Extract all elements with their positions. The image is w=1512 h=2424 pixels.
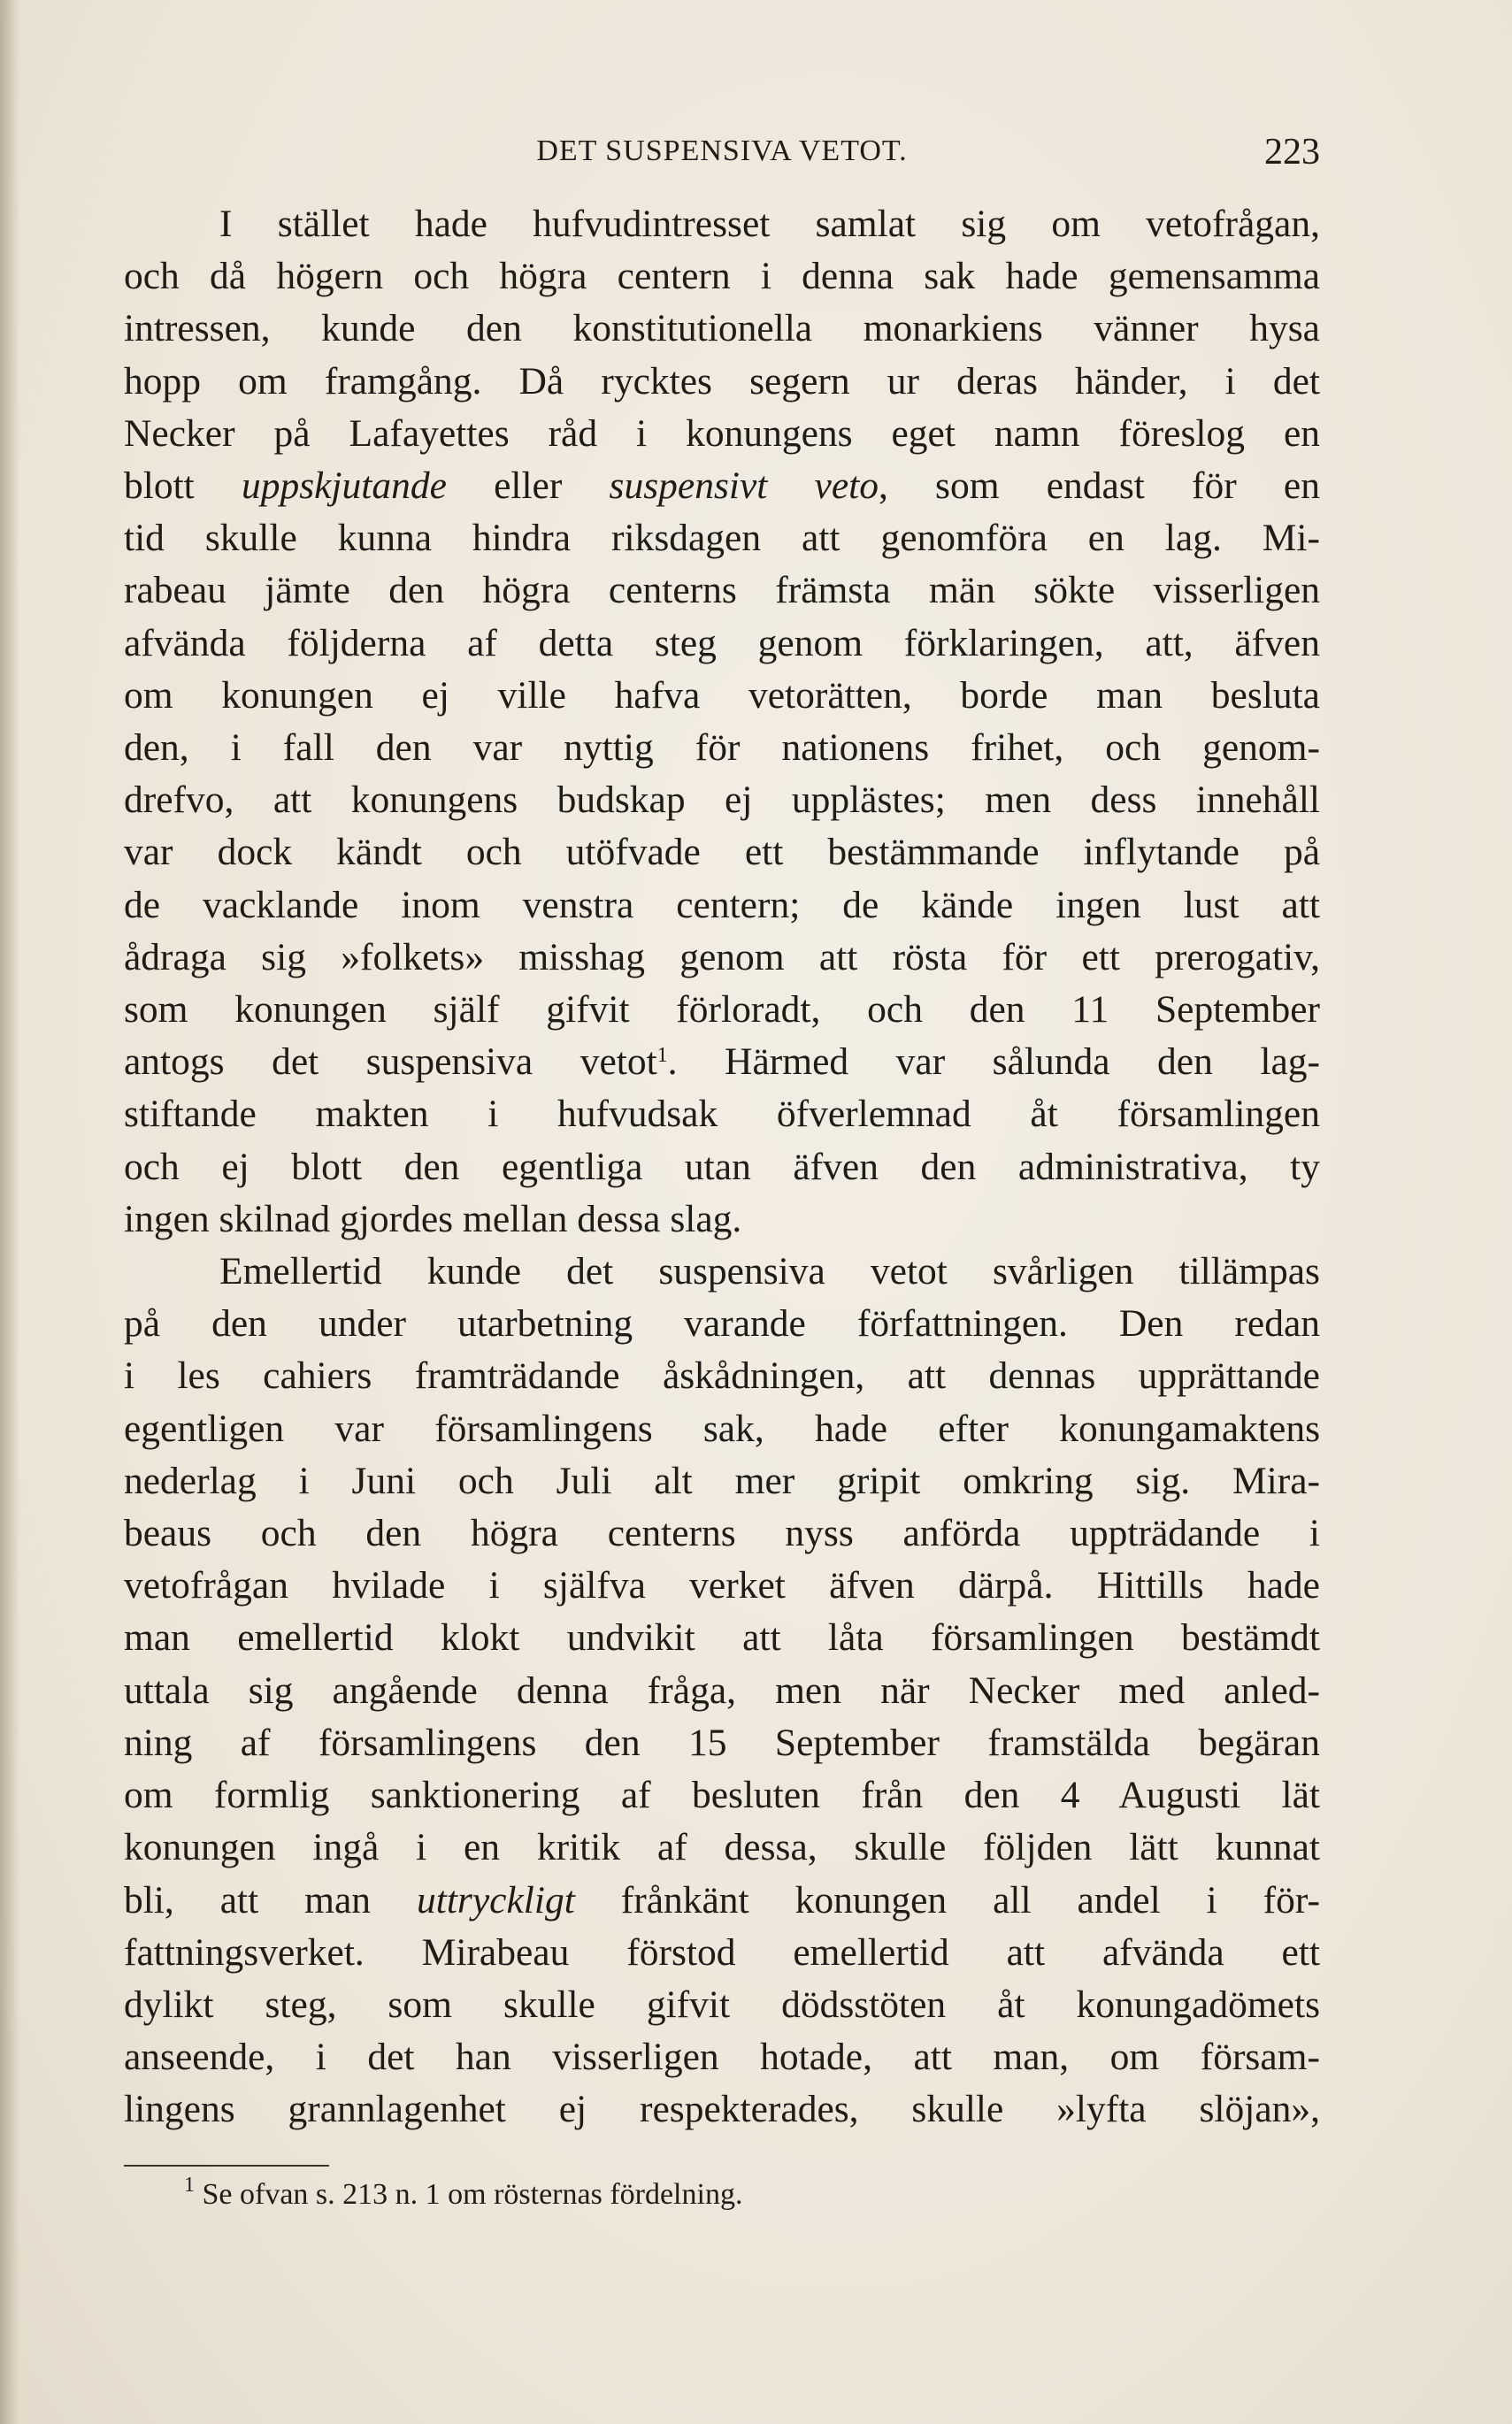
text-line: ning af församlingens den 15 September framstälda begäran	[124, 1721, 1320, 1764]
text-line: bli, att man uttryckligt frånkänt konungen all andel i för-	[124, 1878, 1320, 1922]
text-line: den, i fall den var nyttig för nationens frihet, och genom-	[124, 726, 1320, 770]
text-line: intressen, kunde den konstitutionella monarkiens vänner hysa	[124, 307, 1320, 350]
text-line: lingens grannlagenhet ej respekterades, skulle »lyfta slöjan»,	[124, 2088, 1320, 2131]
italic-phrase: uppskjutande	[241, 464, 447, 508]
text-line: var dock kändt och utöfvade ett bestämmande inflytande på	[124, 831, 1320, 874]
text-line: Necker på Lafayettes råd i konungens eget namn föreslog en	[124, 411, 1320, 455]
text-line: ådraga sig »folkets» misshag genom att rösta för ett prerogativ,	[124, 935, 1320, 978]
text-line: anseende, i det han visserligen hotade, att man, om försam-	[124, 2036, 1320, 2079]
text-line: och ej blott den egentliga utan äfven den administrativa, ty	[124, 1145, 1320, 1188]
text-line: uttala sig angående denna fråga, men när Necker med anled-	[124, 1668, 1320, 1712]
page-header	[124, 131, 1320, 179]
text-line: hopp om framgång. Då rycktes segern ur deras händer, i det	[124, 359, 1320, 403]
text-line: egentligen var församlingens sak, hade efter konungamaktens	[124, 1407, 1320, 1450]
text-line: tid skulle kunna hindra riksdagen att genomföra en lag. Mi-	[124, 517, 1320, 560]
page-gutter-shadow	[0, 0, 19, 2424]
text-line: nederlag i Juni och Juli alt mer gripit omkring sig. Mira-	[124, 1459, 1320, 1502]
text-line: I stället hade hufvudintresset samlat sig om vetofrågan,	[219, 203, 1320, 245]
footnote	[184, 2174, 743, 2212]
text-line: beaus och den högra centerns nyss anförda uppträdande i	[124, 1512, 1320, 1555]
text-line: afvända följderna af detta steg genom förklaringen, att, äfven	[124, 621, 1320, 664]
italic-phrase: uttryckligt	[417, 1878, 575, 1922]
footnote-text: Se ofvan s. 213 n. 1 om rösternas fördelning.	[202, 2178, 743, 2211]
text-line: man emellertid klokt undvikit att låta församlingen bestämdt	[124, 1616, 1320, 1660]
text-line: fattningsverket. Mirabeau förstod emellertid att afvända ett	[124, 1930, 1320, 1974]
footnote-reference: 1	[656, 1044, 668, 1068]
text-line: om formlig sanktionering af besluten från den 4 Augusti lät	[124, 1774, 1320, 1817]
page-number: 223	[1264, 132, 1320, 173]
text-line: ingen skilnad gjordes mellan dessa slag.	[124, 1197, 742, 1240]
text-line: vetofrågan hvilade i själfva verket äfven därpå. Hittills hade	[124, 1564, 1320, 1607]
text-line: rabeau jämte den högra centerns främsta män sökte visserligen	[124, 569, 1320, 612]
text-line: stiftande makten i hufvudsak öfverlemnad åt församlingen	[124, 1093, 1320, 1136]
text-line: på den under utarbetning varande författningen. Den redan	[124, 1302, 1320, 1346]
body-text	[124, 198, 1320, 2136]
footnote-marker: 1	[184, 2174, 195, 2197]
text-line: i les cahiers framträdande åskådningen, att dennas upprättande	[124, 1354, 1320, 1398]
text-line: om konungen ej ville hafva vetorätten, borde man besluta	[124, 673, 1320, 717]
text-line: konungen ingå i en kritik af dessa, skulle följden lätt kunnat	[124, 1826, 1320, 1869]
italic-phrase: suspensivt veto	[609, 464, 879, 508]
running-head: DET SUSPENSIVA VETOT.	[536, 134, 908, 167]
text-line: blott uppskjutande eller suspensivt veto, som endast för en	[124, 464, 1320, 508]
text-line: som konungen själf gifvit förloradt, och den 11 September	[124, 988, 1320, 1032]
text-line: dylikt steg, som skulle gifvit dödsstöten åt konungadömets	[124, 1983, 1320, 2026]
text-line: de vacklande inom venstra centern; de kände ingen lust att	[124, 883, 1320, 926]
footnote-rule	[124, 2165, 329, 2167]
text-line: och då högern och högra centern i denna sak hade gemensamma	[124, 255, 1320, 298]
text-line: Emellertid kunde det suspensiva vetot svårligen tillämpas	[219, 1250, 1320, 1293]
text-line: antogs det suspensiva vetot$^1$. Härmed var sålunda den lag-	[124, 1040, 1320, 1084]
text-line: drefvo, att konungens budskap ej upplästes; men dess innehåll	[124, 779, 1320, 822]
